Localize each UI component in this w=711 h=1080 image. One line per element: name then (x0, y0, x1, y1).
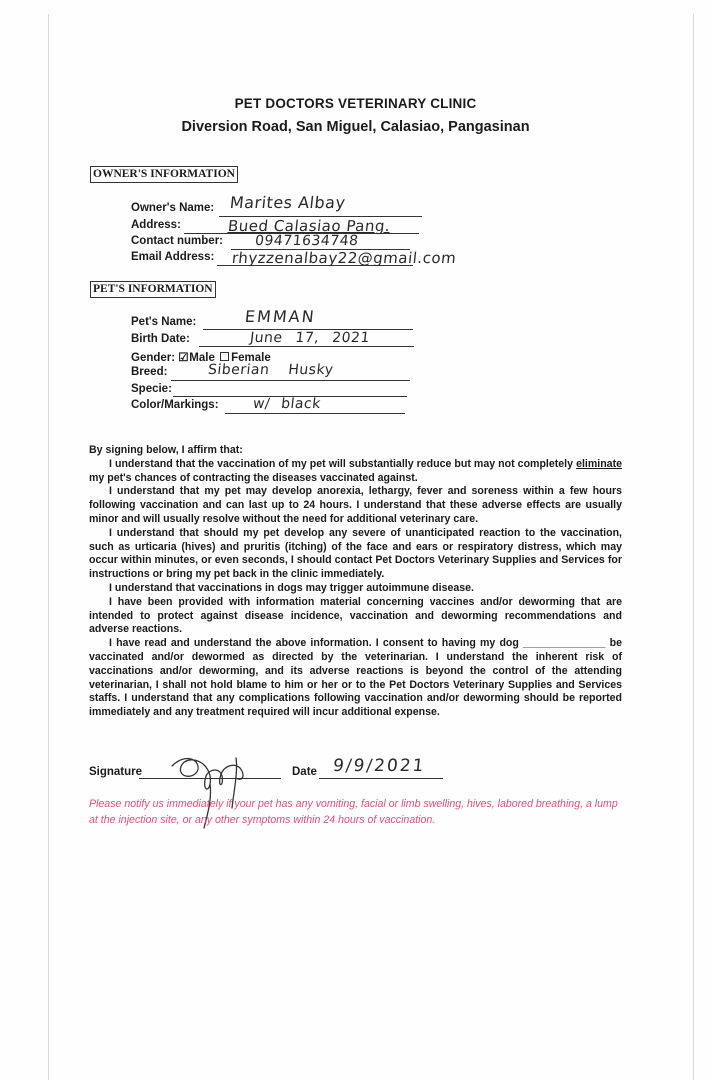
owner-name-label: Owner's Name: (131, 202, 215, 214)
birth-date-value: June 17, 2021 (249, 330, 371, 346)
owner-section-heading: OWNER'S INFORMATION (90, 166, 238, 183)
female-checkbox-icon (220, 352, 229, 361)
margin-line-left (48, 14, 49, 1080)
clinic-address: Diversion Road, San Miguel, Calasiao, Pangasinan (181, 119, 530, 135)
owner-name-value: Marites Albay (229, 193, 347, 212)
consent-p1-underlined: eliminate (576, 457, 622, 470)
color-label: Color/Markings: (131, 399, 219, 411)
vaccination-notice: Please notify us immediately if your pet has any vomiting, facial or limb swelling, hives, labored breathing, a lump at the injection site, or any other symptoms within 24 hours of vaccination. (89, 798, 618, 826)
date-label: Date (292, 766, 317, 778)
gender-label: Gender: (131, 352, 176, 364)
margin-line-right (693, 14, 694, 1080)
address-label: Address: (131, 219, 181, 231)
pet-section-heading: PET'S INFORMATION (90, 281, 216, 298)
signature-label: Signature (89, 766, 143, 778)
consent-paragraph-5: I have been provided with information material concerning vaccines and/or deworming that are intended to protect against disease incidence, vaccination and deworming recommendations and adverse reactions. (89, 595, 622, 636)
address-value: Bued Calasiao Pang. (227, 217, 392, 235)
consent-p1-pre: I understand that the vaccination of my pet will substantially reduce but may not completely (109, 457, 577, 470)
male-checkbox-checked-icon: ☑ (178, 352, 189, 364)
date-value: 9/9/2021 (331, 756, 427, 776)
gender-male-option: Male (189, 352, 215, 364)
birth-date-line (199, 346, 414, 347)
breed-value: Siberian Husky (207, 362, 335, 378)
email-label: Email Address: (131, 251, 215, 263)
consent-paragraph-6: I have read and understand the above information. I consent to having my dog ______________ be vaccinated and/or dewormed as directed by the veterinarian. I understand the inherent risk of vaccinations and/or deworming, and its adverse reactions is beyond the control of the attending veterinarian, I shall not hold blame to him or her or to the Pet Doctors Veterinary Supplies and Services staffs. I understand that any complications following vaccination and/or deworming should be reported immediately and any treatment required will incur additional expense. (89, 637, 622, 719)
birth-date-label: Birth Date: (131, 333, 190, 345)
email-value: rhyzzenalbay22@gmail.com (231, 249, 458, 267)
consent-paragraph-3: I understand that should my pet develop any severe of unanticipated reaction to the vaccination, such as urticaria (hives) and pruritis (itching) of the face and ears or respiratory distress, which may occur within minutes, or even seconds, I should contact Pet Doctors Veterinary Supplies and Services for instructions or bring my pet back in the clinic immediately. (89, 526, 622, 581)
breed-label: Breed: (131, 366, 168, 378)
clinic-name: PET DOCTORS VETERINARY CLINIC (234, 96, 477, 111)
color-line (225, 413, 405, 414)
breed-line (171, 380, 410, 381)
contact-label: Contact number: (131, 235, 223, 247)
pet-name-label: Pet's Name: (131, 316, 197, 328)
color-value: w/ black (252, 396, 322, 412)
pet-name-value: EMMAN (244, 307, 317, 326)
consent-text (89, 444, 622, 720)
consent-paragraph-1 (89, 458, 622, 486)
consent-paragraph-4: I understand that vaccinations in dogs may trigger autoimmune disease. (109, 581, 474, 594)
gender-female-option: Female (231, 352, 271, 364)
consent-p1-post: my pet's chances of contracting the diseases vaccinated against. (89, 471, 418, 484)
consent-intro: By signing below, I affirm that: (89, 444, 243, 456)
specie-label: Specie: (131, 383, 172, 395)
date-line (319, 778, 443, 779)
consent-paragraph-2: I understand that my pet may develop anorexia, lethargy, fever and soreness within a few hours following vaccination and can last up to 24 hours. I understand that these adverse effects are usually minor and will usually resolve without the need for additional veterinary care. (89, 485, 622, 525)
contact-value: 09471634748 (254, 233, 360, 249)
